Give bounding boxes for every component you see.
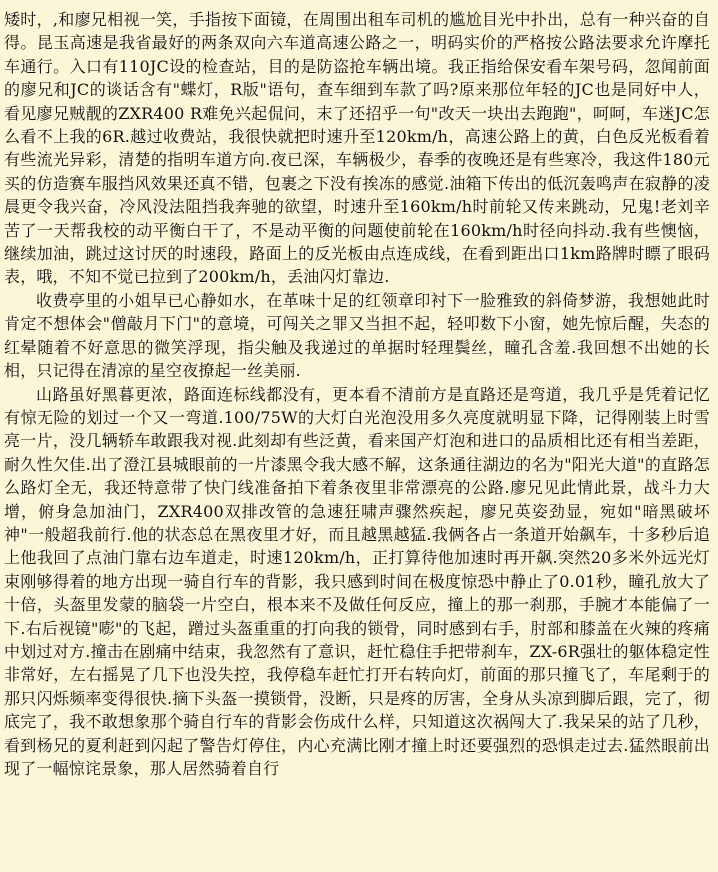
paragraph-1: 矮时，,和廖兄相视一笑，手指按下面镜，在周围出租车司机的尴尬目光中扑出，总有一种兴奋的自得。昆玉高速是我省最好的两条双向六车道高速公路之一，明码实价的严格按公路法要求允许摩托车通行。入口有110JC设的检查站，目的是防盗抢车辆出境。我正指给保安看车架号码，忽闻前面的廖兄和JC的谈话含有"蝶灯，R版"语句，查车细到车款了吗?原来那位年轻的JC也是同好中人，看见廖兄贼靓的ZXR400 R难免兴起侃问，末了还招乎一句"改天一块出去跑跑"，呵呵，车迷JC怎么看不上我的6R.越过收费站，我很快就把时速升至120km/h，高速公路上的黄，白色反光板看着有些流光异彩，清楚的指明车道方向.夜已深，车辆极少，春季的夜晚还是有些寒冷，我这件180元买的仿造赛车服挡风效果还真不错，包裹之下没有挨冻的感觉.油箱下传出的低沉轰鸣声在寂静的凌晨更令我兴奋，冷风没法阻挡我奔驰的欲望，时速升至160km/h时前轮又传来跳动，兄鬼!老刘辛苦了一天帮我校的动平衡白干了，不是动平衡的问题使前轮在160km/h时径向抖动.我有些懊恼，继续加油，跳过这讨厌的时速段，路面上的反光板由点连成线，在看到距出口1km路牌时瞟了眼码表，哦，不知不觉已拉到了200km/h，丢油闪灯靠边. [4,10,710,287]
paragraph-3: 山路虽好黑暮更浓，路面连标线都没有，更本看不清前方是直路还是弯道，我几乎是凭着记忆有惊无险的划过一个又一弯道.100/75W的大灯白光泡没用多久亮度就明显下降，记得刚装上时雪亮一片，没几辆轿车敢跟我对视.此刻却有些泛黄，看来国产灯泡和进口的品质相比还有相当差距，耐久性欠佳.出了澄江县城眼前的一片漆黑令我大感不解，这条通往湖边的名为"阳光大道"的直路怎么路灯全无，我还特意带了快门线准备拍下着条夜里非常漂亮的公路.廖兄见此情此景，战斗力大增，俯身急加油门，ZXR400双排改管的急速狂啸声骤然疾起，廖兄英姿劲显，宛如"暗黑破坏神"一般超我前行.他的状态总在黑夜里才好，而且越黑越猛.我俩各占一条道开始飙车，十多秒后追上他我回了点油门靠右边车道走，时速120km/h，正打算待他加速时再开飙.突然20多米外远光灯束刚够得着的地方出现一骑自行车的背影，我只感到时间在极度惊恐中静止了0.01秒，瞳孔放大了十倍，头盔里发蒙的脑袋一片空白，根本来不及做任何反应，撞上的那一刹那，手腕才本能偏了一下.右后视镜"嘭"的飞起，蹭过头盔重重的打向我的锁骨，同时感到右手，肘部和膝盖在火辣的疼痛中划过对方.撞击在剧痛中结束，我忽然有了意识，赶忙稳住手把带刹车，ZX-6R强壮的躯体稳定性非常好，左右摇晃了几下也没失控，我停稳车赶忙打开右转向灯，前面的那只撞飞了，车尾剩于的那只闪烁频率变得很快.摘下头盔一摸锁骨，没断，只是疼的厉害，全身从头凉到脚后跟，完了，彻底完了，我不敢想象那个骑自行车的背影会伤成什么样，只知道这次祸闯大了.我呆呆的站了几秒，看到杨兄的夏利赶到闪起了警告灯停住，内心充满比刚才撞上时还要强烈的恐惧走过去.猛然眼前出现了一幅惊诧景象，那人居然骑着自行 [4,384,710,778]
paragraph-2: 收费亭里的小姐早已心静如水，在革味十足的红领章印衬下一脸雅致的斜倚梦游，我想她此时肯定不想体会"僧敲月下门"的意境，可闯关之罪又当担不起，轻叩数下小窗，她先惊后醒，失态的红晕随着不好意思的微笑浮现，指尖触及我递过的单据时轻理鬓丝，瞳孔含羞.我回想不出她的长相，只记得在清凉的星空夜撩起一丝美丽. [4,290,710,381]
article-body [4,8,710,780]
